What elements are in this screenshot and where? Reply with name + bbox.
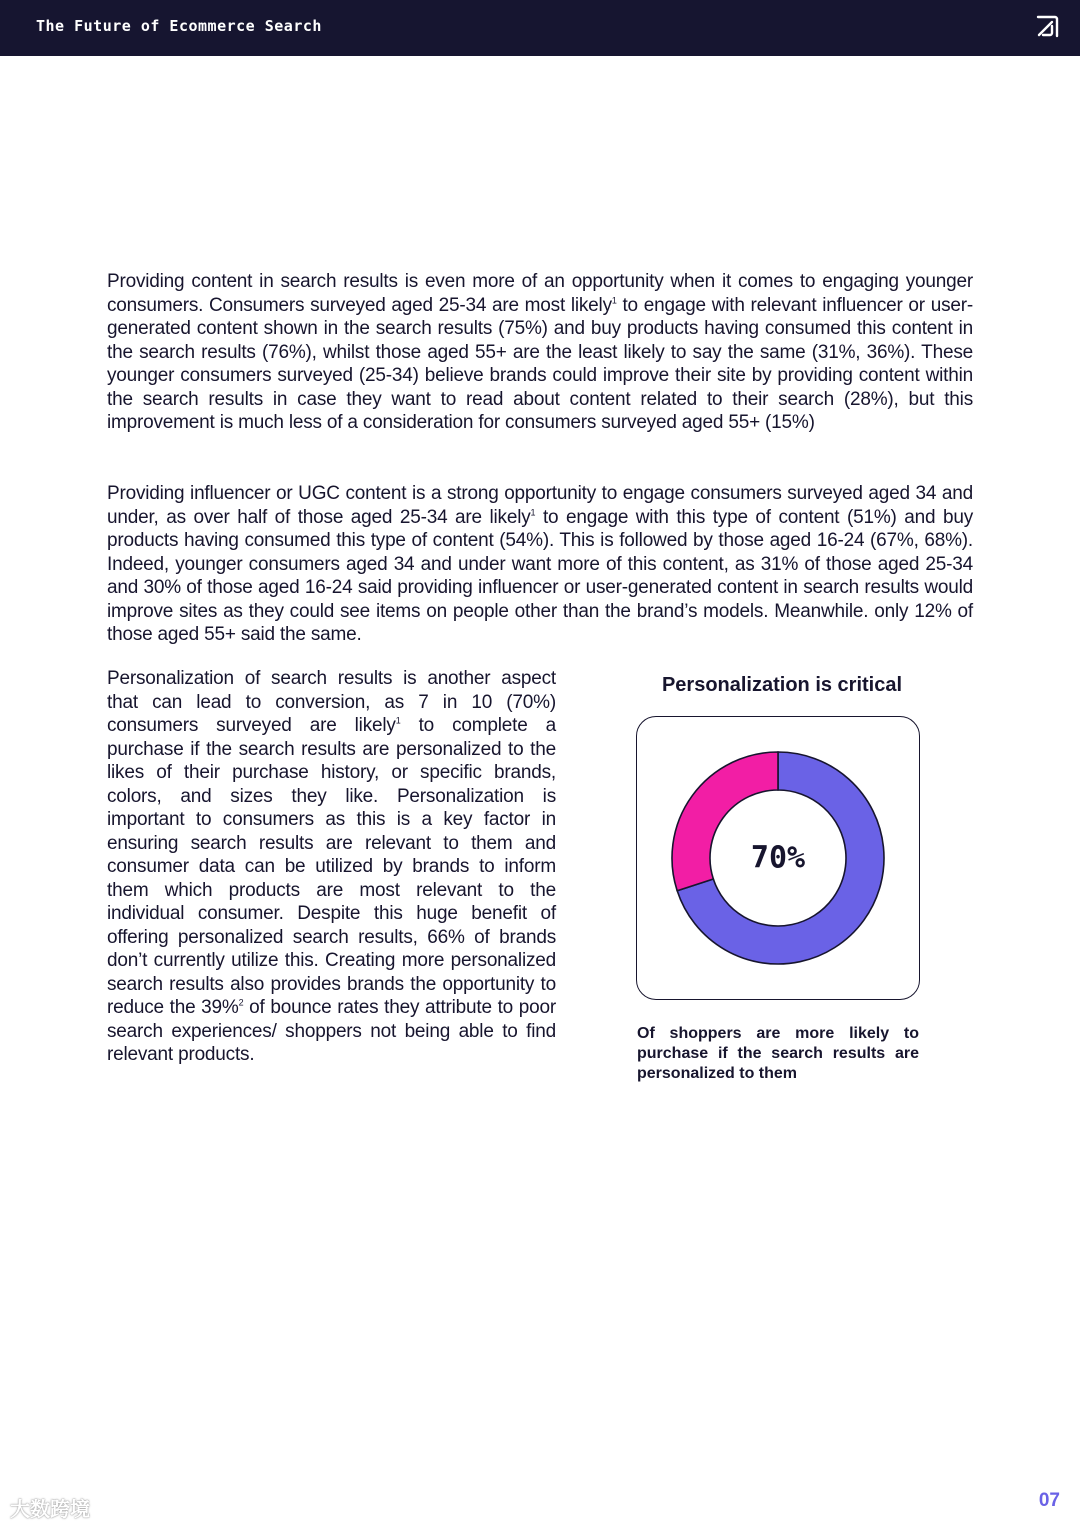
footnote-ref: 1 — [530, 507, 536, 518]
paragraph-ugc-younger — [107, 270, 973, 435]
p2-text-b: to engage with this type of content (51%) and buy products having consumed this type of content (54%). This is followed by those aged 16-24 (67%, 68%). Indeed, younger consumers aged 34 and under want more of this content, as 31% of those aged 25-34 and 30% of those aged 16-24 said providing influencer or user-generated content in search results would improve sites as they could see items on people other than the brand’s models. Meanwhile. only 12% of those aged 55+ said the same. — [107, 506, 973, 645]
p1-text-a: Providing content in search results is even more of an opportunity when it comes to engaging younger consumers. Consumers surveyed aged 25-34 are most likely — [107, 271, 973, 316]
p2-text-a: Providing influencer or UGC content is a strong opportunity to engage consumers surveyed aged 34 and under, as over half of those aged 25-34 are likely — [107, 483, 973, 528]
header-bar — [0, 0, 1080, 56]
arrow-box-icon — [1034, 14, 1060, 40]
chart-title: Personalization is critical — [661, 674, 903, 696]
watermark: 大数跨境 — [10, 1499, 90, 1521]
donut-chart-card — [636, 716, 920, 1000]
donut-chart — [637, 717, 919, 999]
p3-text-c: of bounce rates they attribute to poor search experiences/ shoppers not being able to find relevant products. — [107, 997, 557, 1065]
paragraph-ugc-opportunity — [107, 482, 973, 647]
p3-text-a: Personalization of search results is another aspect that can lead to conversion, as 7 in 10 (70%) consumers surveyed are likely — [107, 668, 556, 736]
paragraph-personalization — [107, 667, 556, 1067]
chart-center-label: 70% — [750, 840, 806, 876]
p3-text-b: to complete a purchase if the search results are personalized to the likes of their purchase history, or specific brands, colors, and sizes they like. Personalization is important to consumers as this is a key factor in ensuring search results are relevant to them and consumer data can be utilized by brands to inform them which products are most relevant to the individual consumer. Despite this huge benefit of offering personalized search results, 66% of brands don’t currently utilize this. Creating more personalized search results also provides brands the opportunity to reduce the 39% — [107, 715, 557, 1018]
chart-caption: Of shoppers are more likely to purchase if the search results are personalized to them — [637, 1025, 919, 1082]
footnote-ref: 1 — [611, 295, 617, 306]
document-title: The Future of Ecommerce Search — [36, 17, 322, 35]
p1-text-b: to engage with relevant influencer or user-generated content shown in the search results (75%) and buy products having consumed this content in the search results (76%), whilst those aged 55+ are the least likely to say the same (31%, 36%). These younger consumers surveyed (25-34) believe brands could improve their site by providing content within the search results in case they want to read about content related to their search (28%), but this improvement is much less of a consideration for consumers surveyed aged 55+ (15%) — [107, 294, 973, 433]
page-number: 07 — [1038, 1490, 1060, 1511]
footnote-ref: 1 — [395, 715, 401, 726]
footnote-ref: 2 — [238, 997, 244, 1008]
